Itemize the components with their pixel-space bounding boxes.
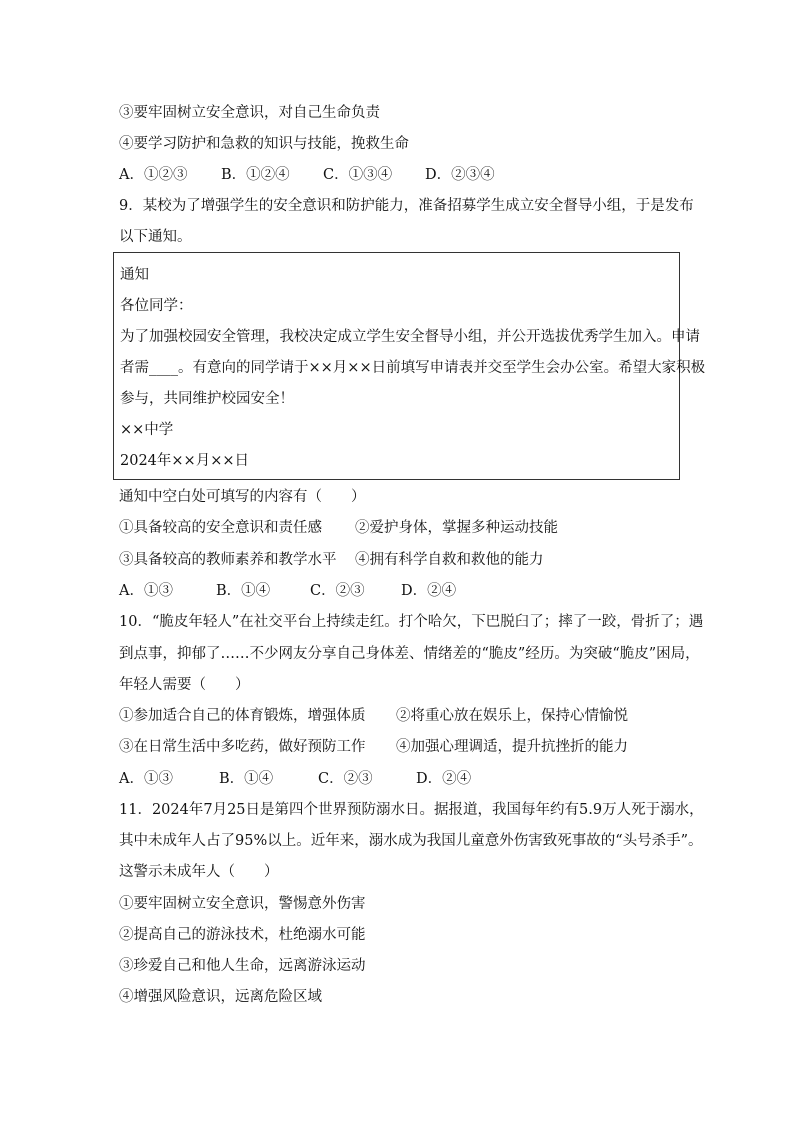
q10-item-1: ①参加适合自己的体育锻炼，增强体质	[119, 708, 366, 724]
q10-item-2: ②将重心放在娱乐上，保持心情愉悦	[396, 708, 628, 724]
q8-option-c: C．①③④	[323, 167, 393, 183]
q11-item-4: ④增强风险意识，远离危险区域	[119, 989, 322, 1005]
q10-stem-line-2: 到点事，抑郁了……不少网友分享自己身体差、情绪差的“脆皮”经历。为突破“脆皮”困局，	[119, 646, 700, 662]
q11-item-1: ①要牢固树立安全意识，警惕意外伤害	[119, 896, 366, 912]
q9-stem-line-1: 9．某校为了增强学生的安全意识和防护能力，准备招募学生成立安全督导小组，于是发布	[119, 198, 694, 214]
q10-option-a: A．①③	[119, 771, 173, 787]
q11-item-2: ②提高自己的游泳技术，杜绝溺水可能	[119, 927, 366, 943]
q8-item-3: ③要牢固树立安全意识，对自己生命负责	[119, 105, 380, 121]
q9-item-1: ①具备较高的安全意识和责任感	[119, 520, 322, 536]
q10-stem-line-1: 10．“脆皮年轻人”在社交平台上持续走红。打个哈欠，下巴脱臼了；摔了一跤，骨折了；遇	[119, 614, 704, 630]
q10-stem-line-3: 年轻人需要（ ）	[119, 677, 250, 693]
q10-item-3: ③在日常生活中多吃药，做好预防工作	[119, 739, 366, 755]
notice-body-line-2: 者需____。有意向的同学请于××月××日前填写申请表并交至学生会办公室。希望大家积极	[120, 360, 706, 376]
q11-stem-line-1: 11．2024年7月25日是第四个世界预防溺水日。据报道，我国每年约有5.9万人死于溺水，	[119, 802, 704, 818]
notice-body-line-3: 参与，共同维护校园安全！	[120, 391, 294, 407]
q11-stem-line-2: 其中未成年人占了95%以上。近年来，溺水成为我国儿童意外伤害致死事故的“头号杀手”。	[119, 833, 703, 849]
notice-date: 2024年××月××日	[120, 453, 249, 469]
q9-option-a: A．①③	[119, 583, 173, 599]
notice-signature: ××中学	[120, 422, 174, 438]
q10-item-4: ④加强心理调适，提升抗挫折的能力	[396, 739, 628, 755]
q8-option-a: A．①②③	[119, 167, 188, 183]
q9-option-d: D．②④	[401, 583, 457, 599]
q10-option-d: D．②④	[416, 771, 472, 787]
q9-question: 通知中空白处可填写的内容有（ ）	[119, 489, 366, 505]
notice-title: 通知	[120, 267, 149, 283]
notice-body-line-1: 为了加强校园安全管理，我校决定成立学生安全督导小组，并公开选拔优秀学生加入。申请	[120, 329, 700, 345]
notice-greeting: 各位同学：	[120, 298, 193, 314]
q9-option-c: C．②③	[310, 583, 365, 599]
q9-option-b: B．①④	[216, 583, 271, 599]
q10-option-c: C．②③	[318, 771, 373, 787]
q9-stem-line-2: 以下通知。	[119, 229, 192, 245]
q10-option-b: B．①④	[219, 771, 274, 787]
notice-box	[113, 252, 706, 480]
q8-option-b: B．①②④	[221, 167, 290, 183]
q11-item-3: ③珍爱自己和他人生命，远离游泳运动	[119, 958, 366, 974]
q9-item-2: ②爱护身体，掌握多种运动技能	[355, 520, 558, 536]
q11-stem-line-3: 这警示未成年人（ ）	[119, 864, 279, 880]
q8-item-4: ④要学习防护和急救的知识与技能，挽救生命	[119, 136, 409, 152]
q8-option-d: D．②③④	[425, 167, 495, 183]
q9-item-4: ④拥有科学自救和救他的能力	[355, 552, 544, 568]
q9-item-3: ③具备较高的教师素养和教学水平	[119, 552, 337, 568]
